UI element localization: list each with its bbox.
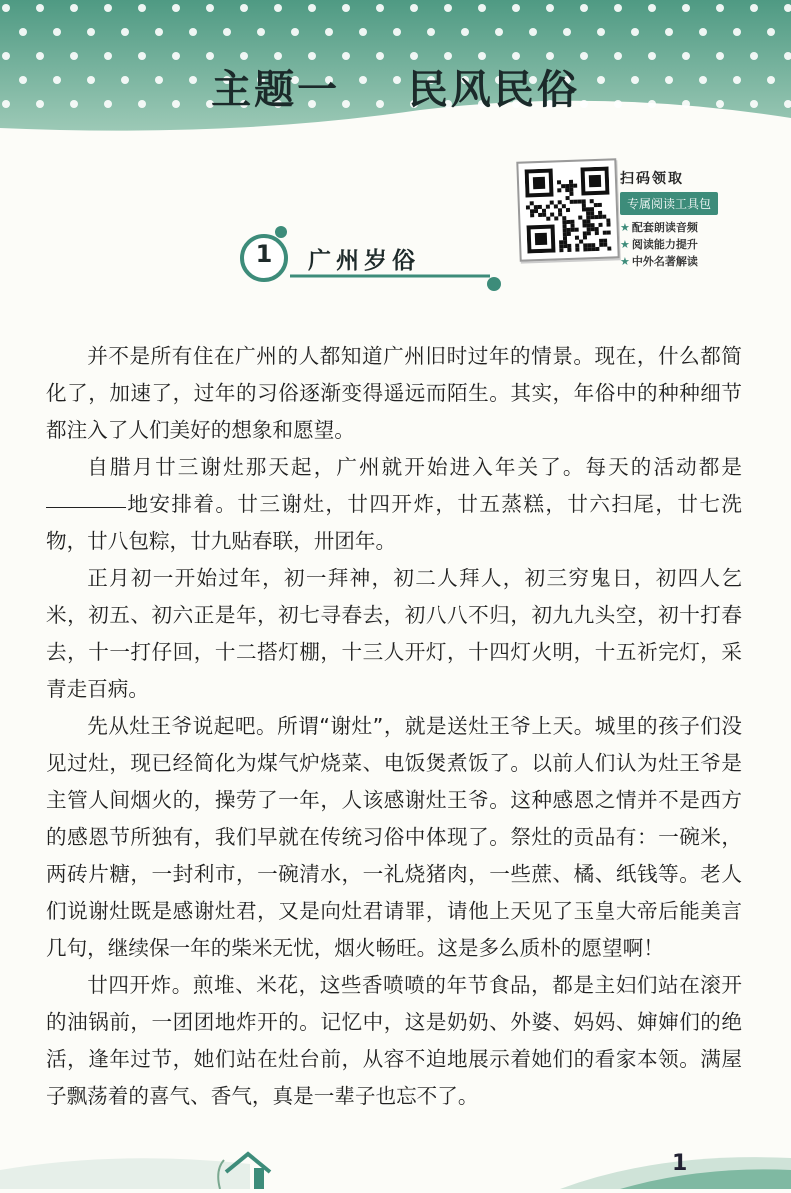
- decorative-dot: [750, 4, 758, 12]
- decorative-dot: [597, 28, 605, 36]
- paragraph: 自腊月廿三谢灶那天起，广州就开始进入年关了。每天的活动都是地安排着。廿三谢灶，廿四开炸，廿五蒸糕，廿六扫尾，廿七洗物，廿八包粽，廿九贴春联，卅团年。: [46, 455, 742, 553]
- qr-info: [620, 168, 780, 270]
- decorative-dot: [393, 28, 401, 36]
- decorative-dot: [631, 28, 639, 36]
- decorative-dot: [155, 28, 163, 36]
- decorative-dot: [733, 28, 741, 36]
- qr-feature: ★ 阅读能力提升: [620, 238, 698, 251]
- paragraph: 正月初一开始过年，初一拜神，初二人拜人，初三穷鬼日，初四人乞米，初五、初六正是年，初七寻春去，初八八不归，初九九头空，初十打春去，十一打仔回，十二搭灯棚，十三人开灯，十四灯火明，十五祈完灯，采青走百病。: [46, 566, 742, 701]
- decorative-dot: [342, 4, 350, 12]
- decorative-dot: [325, 28, 333, 36]
- decorative-dot: [87, 28, 95, 36]
- chapter-heading: [232, 224, 512, 294]
- decorative-dot: [716, 4, 724, 12]
- decorative-dot: [427, 28, 435, 36]
- decorative-dot: [53, 28, 61, 36]
- article-body: [46, 338, 742, 1115]
- decorative-dot: [274, 4, 282, 12]
- theme-title: 主题一 民风民俗: [211, 67, 580, 113]
- decorative-dot: [121, 28, 129, 36]
- decorative-dot: [70, 4, 78, 12]
- page-number: 1: [672, 1151, 688, 1176]
- decorative-dot: [223, 28, 231, 36]
- page-header: [0, 0, 791, 150]
- qr-code[interactable]: [516, 158, 619, 261]
- decorative-dot: [682, 4, 690, 12]
- chapter-number: 1: [255, 240, 273, 268]
- decorative-dot: [614, 4, 622, 12]
- decorative-dot: [410, 4, 418, 12]
- decorative-dot: [291, 28, 299, 36]
- star-icon: ★: [620, 238, 630, 251]
- qr-badge: 专属阅读工具包: [620, 192, 718, 215]
- decorative-dot: [376, 4, 384, 12]
- decorative-dot: [308, 4, 316, 12]
- decorative-dot: [563, 28, 571, 36]
- decorative-dot: [172, 4, 180, 12]
- star-icon: ★: [620, 221, 630, 234]
- decorative-dot: [495, 28, 503, 36]
- chapter-title: 广州岁俗: [308, 248, 420, 274]
- decorative-dot: [206, 4, 214, 12]
- paragraph: 并不是所有住在广州的人都知道广州旧时过年的情景。现在，什么都简化了，加速了，过年的习俗逐渐变得遥远而陌生。其实，年俗中的种种细节都注入了人们美好的想象和愿望。: [46, 344, 742, 442]
- qr-feature: ★ 中外名著解读: [620, 255, 698, 268]
- decorative-dot: [767, 28, 775, 36]
- paragraph: 先从灶王爷说起吧。所谓“谢灶”，就是送灶王爷上天。城里的孩子们没见过灶，现已经简化为煤气炉烧菜、电饭煲煮饭了。以前人们认为灶王爷是主管人间烟火的，操劳了一年，人该感谢灶王爷。这种感恩之情并不是西方的感恩节所独有，我们早就在传统习俗中体现了。祭灶的贡品有：一碗米，两砖片糖，一封利市，一碗清水，一礼烧猪肉，一些蔗、橘、纸钱等。老人们说谢灶既是感谢灶君，又是向灶君请罪，请他上天见了玉皇大帝后能美言几句，继续保一年的柴米无忧，烟火畅旺。这是多么质朴的愿望啊！: [46, 714, 742, 960]
- decorative-dot: [240, 4, 248, 12]
- decorative-dot: [257, 28, 265, 36]
- decorative-dot: [580, 4, 588, 12]
- qr-code-icon: [525, 167, 612, 254]
- decorative-dot: [461, 28, 469, 36]
- star-icon: ★: [620, 255, 630, 268]
- decorative-dot: [2, 4, 10, 12]
- decorative-dot: [138, 4, 146, 12]
- decorative-dot: [189, 28, 197, 36]
- qr-title: 扫码领取: [620, 171, 684, 187]
- decorative-dot: [546, 4, 554, 12]
- decorative-dot: [19, 28, 27, 36]
- decorative-dot: [699, 28, 707, 36]
- decorative-dot: [36, 4, 44, 12]
- decorative-dot: [648, 4, 656, 12]
- decorative-dot: [104, 4, 112, 12]
- decorative-dot: [665, 28, 673, 36]
- paragraph: 廿四开炸。煎堆、米花，这些香喷喷的年节食品，都是主妇们站在滚开的油锅前，一团团地炸开的。记忆中，这是奶奶、外婆、妈妈、婶婶们的绝活，逢年过节，她们站在灶台前，从容不迫地展示着她们的看家本领。满屋子飘荡着的喜气、香气，真是一辈子也忘不了。: [46, 973, 742, 1108]
- decorative-dot: [359, 28, 367, 36]
- decorative-dot: [444, 4, 452, 12]
- qr-feature: ★ 配套朗读音频: [620, 221, 698, 234]
- decorative-dot: [529, 28, 537, 36]
- decorative-dot: [478, 4, 486, 12]
- fill-in-blank[interactable]: [46, 506, 126, 508]
- decorative-dot: [512, 4, 520, 12]
